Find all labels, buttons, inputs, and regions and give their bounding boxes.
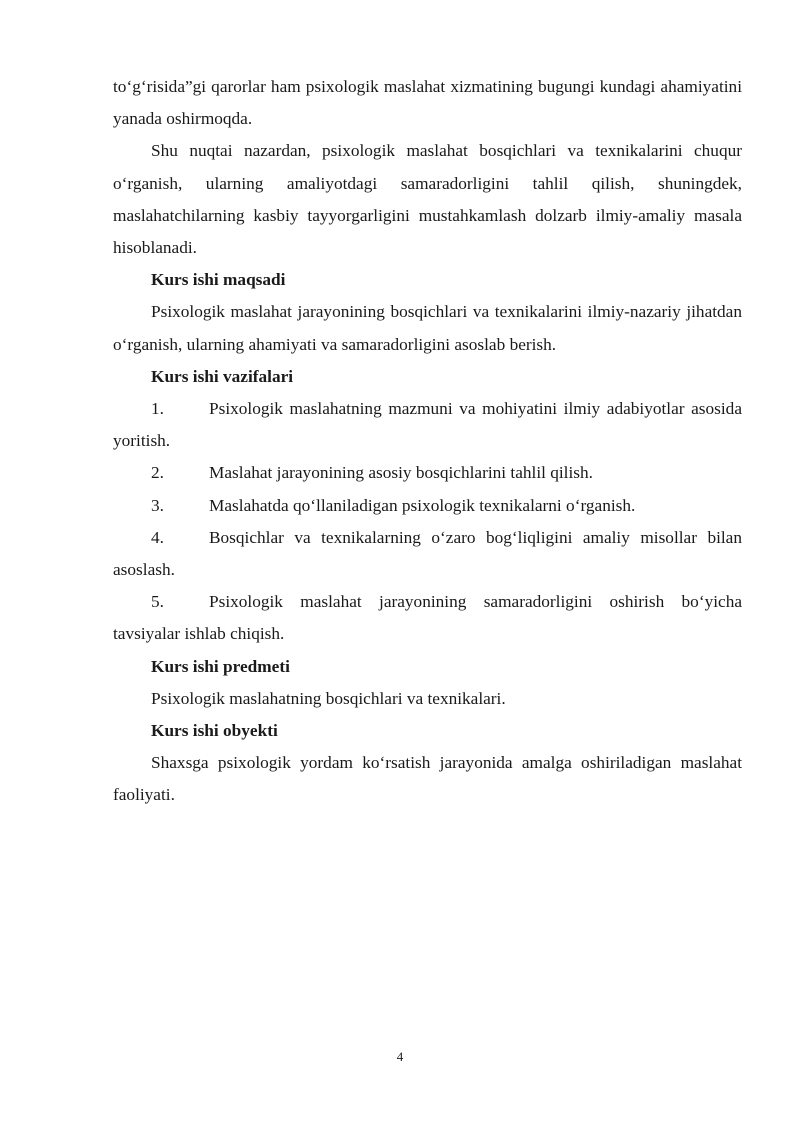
task-item-4 xyxy=(113,522,742,586)
task-text: Maslahatda qo‘llaniladigan psixologik texnikalarni o‘rganish. xyxy=(209,495,636,515)
task-item-1 xyxy=(113,393,742,457)
task-item-3 xyxy=(113,490,742,522)
paragraph-subject: Psixologik maslahatning bosqichlari va texnikalari. xyxy=(151,688,506,708)
paragraph-object: Shaxsga psixologik yordam ko‘rsatish jarayonida amalga oshiriladigan maslahat faoliyati. xyxy=(113,753,742,805)
task-item-5 xyxy=(113,586,742,650)
task-number: 5. xyxy=(151,592,164,612)
heading-subject: Kurs ishi predmeti xyxy=(151,656,290,676)
task-number: 3. xyxy=(151,495,164,515)
task-item-2 xyxy=(113,457,742,489)
task-number: 1. xyxy=(151,399,164,419)
task-number: 2. xyxy=(151,463,164,483)
page-number: 4 xyxy=(396,1049,404,1064)
heading-object: Kurs ishi obyekti xyxy=(151,721,278,741)
task-text: Bosqichlar va texnikalarning o‘zaro bog‘liqligini amaliy misollar bilan asoslash. xyxy=(113,527,742,580)
paragraph-relevance: Shu nuqtai nazardan, psixologik maslahat bosqichlari va texnikalarini chuqur o‘rganish, ularning amaliyotdagi samaradorligini tahlil qilish, shuningdek, maslahatchilarning kasbiy tayyorgarligini mustahkamlash dolzarb ilmiy-amaliy masala hisoblanadi. xyxy=(113,141,742,258)
task-text: Maslahat jarayonining asosiy bosqichlarini tahlil qilish. xyxy=(209,463,593,483)
paragraph-continuation: to‘g‘risida”gi qarorlar ham psixologik maslahat xizmatining bugungi kundagi ahamiyatini yanada oshirmoqda. xyxy=(113,77,742,129)
document-page xyxy=(113,71,742,812)
paragraph-goal: Psixologik maslahat jarayonining bosqichlari va texnikalarini ilmiy-nazariy jihatdan o‘rganish, ularning ahamiyati va samaradorligini asoslab berish. xyxy=(113,302,742,354)
task-text: Psixologik maslahatning mazmuni va mohiyatini ilmiy adabiyotlar asosida yoritish. xyxy=(113,399,742,451)
task-text: Psixologik maslahat jarayonining samaradorligini oshirish bo‘yicha tavsiyalar ishlab chiqish. xyxy=(113,592,742,644)
task-number: 4. xyxy=(151,527,164,547)
heading-goal: Kurs ishi maqsadi xyxy=(151,270,286,290)
heading-tasks: Kurs ishi vazifalari xyxy=(151,366,294,386)
